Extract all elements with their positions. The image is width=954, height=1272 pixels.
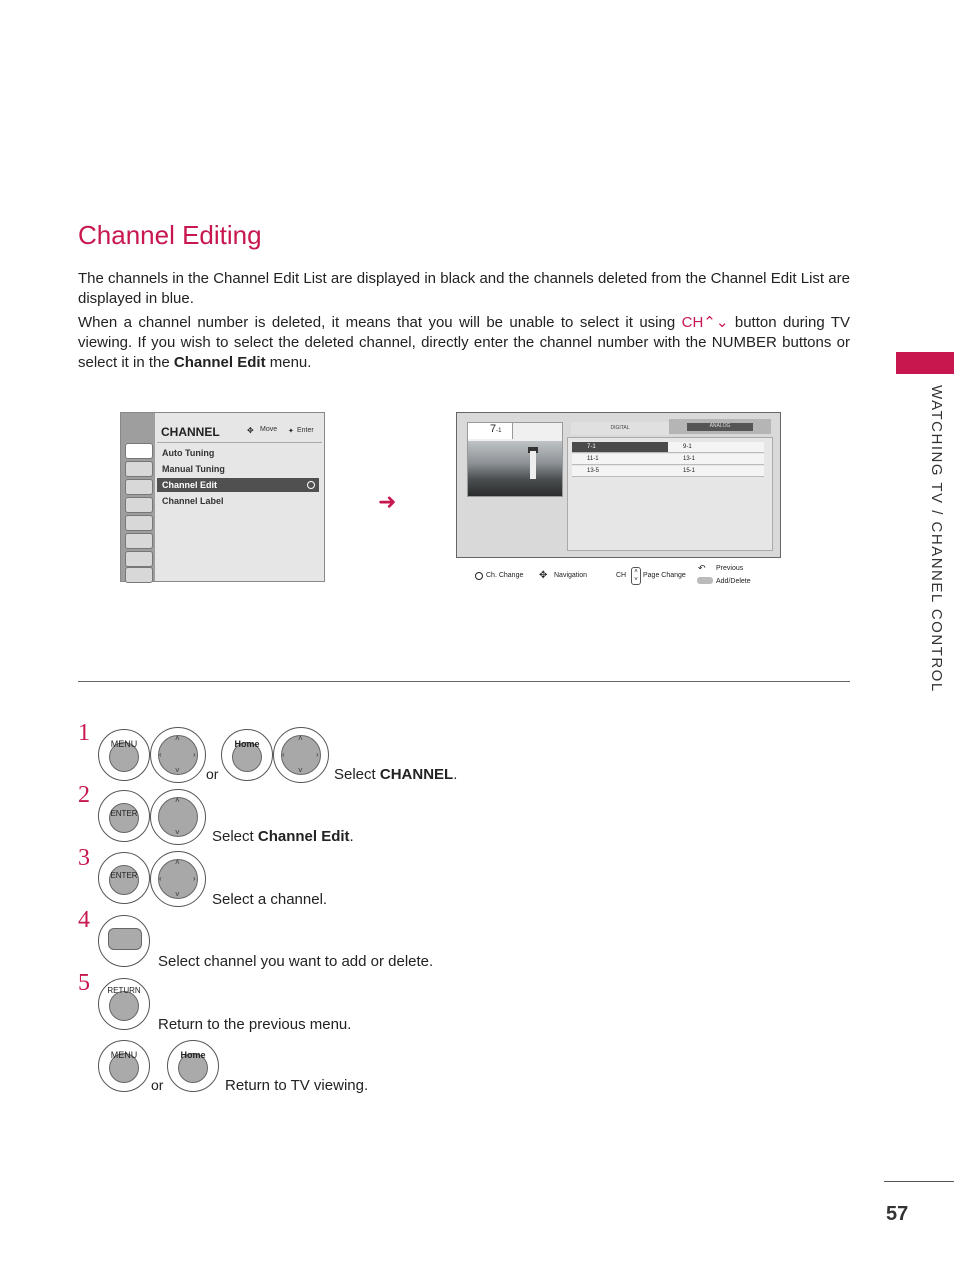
dpad-button[interactable] xyxy=(150,789,206,845)
menu-item-auto-tuning[interactable]: Auto Tuning xyxy=(162,448,215,458)
menu-item-channel-label[interactable]: Channel Label xyxy=(162,496,224,506)
left-arrow-icon: ‹ xyxy=(282,750,285,759)
menu-button-label: MENU xyxy=(110,739,138,749)
divider xyxy=(78,681,850,682)
enter-button[interactable] xyxy=(98,790,150,842)
picture-icon xyxy=(125,461,153,477)
enter-label: Enter xyxy=(297,427,314,434)
tab-digital[interactable]: DIGITAL xyxy=(571,422,669,435)
satellite-icon xyxy=(125,443,153,459)
up-arrow-icon: ˄ xyxy=(175,796,180,805)
page-title: Channel Editing xyxy=(78,220,262,250)
current-channel xyxy=(468,423,513,439)
channel-cell[interactable]: 11-1 xyxy=(572,454,668,465)
color-key-icon xyxy=(697,577,713,584)
return-button-label: RETURN xyxy=(107,986,141,995)
select-icon xyxy=(307,481,315,489)
menu-item-manual-tuning[interactable]: Manual Tuning xyxy=(162,464,225,474)
step-5-number: 5 xyxy=(78,970,90,996)
down-arrow-icon: ˅ xyxy=(175,890,180,899)
step-3-text: Select a channel. xyxy=(212,891,328,908)
option-icon xyxy=(125,515,153,531)
step-3-number: 3 xyxy=(78,845,90,871)
channel-edit-screen xyxy=(456,412,781,558)
channel-menu-screen xyxy=(120,412,325,582)
step-2-text xyxy=(212,828,354,845)
down-arrow-icon: ˅ xyxy=(175,828,180,837)
step-2-end: . xyxy=(349,828,354,845)
ch-rocker-icon: ˄ ˅ xyxy=(631,567,641,585)
legend-ch-change: Ch. Change xyxy=(486,572,524,579)
section-side-label: WATCHING TV / CHANNEL CONTROL xyxy=(928,385,945,693)
tab-analog[interactable] xyxy=(669,419,771,434)
intro-paragraph-2 xyxy=(78,313,850,373)
ok-icon xyxy=(475,572,483,580)
home-button-label: Home xyxy=(234,739,260,749)
channel-cell[interactable]: 15-1 xyxy=(668,466,764,477)
up-arrow-icon: ˄ xyxy=(175,858,180,867)
legend-page-change: Page Change xyxy=(643,572,686,579)
down-arrow-icon: ˅ xyxy=(175,766,180,775)
intro-text-end: menu. xyxy=(265,354,312,371)
channel-main: 7 xyxy=(490,423,497,435)
intro-paragraph-1: The channels in the Channel Edit List are displayed in black and the channels deleted from the Channel Edit List are displayed in blue. xyxy=(78,270,850,307)
enter-button[interactable] xyxy=(98,852,150,904)
lock-icon xyxy=(125,533,153,549)
time-icon xyxy=(125,497,153,513)
audio-icon xyxy=(125,479,153,495)
step-6-text: Return to TV viewing. xyxy=(225,1077,369,1094)
usb-icon xyxy=(125,567,153,583)
step-1-prefix: Select xyxy=(334,766,380,783)
channel-sub: -1 xyxy=(496,428,502,434)
preview-image xyxy=(468,441,562,496)
move-label: Move xyxy=(260,426,278,433)
return-button-face xyxy=(109,991,139,1021)
left-arrow-icon: ‹ xyxy=(159,750,162,759)
return-icon: ↶ xyxy=(698,563,706,573)
step-1-end: . xyxy=(453,766,458,783)
enter-icon: ✦ xyxy=(288,428,294,435)
legend-add-delete: Add/Delete xyxy=(716,578,751,585)
home-button-label: Home xyxy=(180,1050,206,1060)
ch-label: CH xyxy=(681,314,704,331)
menu-item-channel-edit[interactable] xyxy=(157,478,319,492)
dpad-button[interactable] xyxy=(150,851,206,907)
menu-button[interactable] xyxy=(98,729,150,781)
menu-divider xyxy=(157,442,322,443)
legend-previous: Previous xyxy=(716,565,744,572)
step-1-number: 1 xyxy=(78,720,90,746)
intro-text-after: button during TV viewing. If you wish to select the deleted channel, directly enter the channel number with the NUMBER buttons or select it in the xyxy=(78,314,850,371)
home-button[interactable] xyxy=(167,1040,219,1092)
legend-navigation: Navigation xyxy=(554,572,588,579)
intro-text-before: When a channel number is deleted, it means that you will be unable to select it using xyxy=(78,314,682,331)
legend-ch: CH xyxy=(616,572,627,579)
section-tab xyxy=(896,352,954,374)
channel-edit-ref: Channel Edit xyxy=(173,354,266,371)
step-4-number: 4 xyxy=(78,907,90,933)
dpad-button[interactable] xyxy=(273,727,329,783)
menu-icon-column xyxy=(121,413,155,581)
channel-cell[interactable]: 13-1 xyxy=(668,454,764,465)
lighthouse-icon xyxy=(530,451,536,479)
preview-frame xyxy=(467,422,563,497)
up-arrow-icon: ˄ xyxy=(175,734,180,743)
ch-up-down-icon: ⌃⌄ xyxy=(703,314,729,331)
channel-list xyxy=(567,437,773,551)
dpad-button[interactable] xyxy=(150,727,206,783)
menu-item-label: Channel Edit xyxy=(162,480,218,490)
step-2-prefix: Select xyxy=(212,828,258,845)
menu-button[interactable] xyxy=(98,1040,150,1092)
menu-button-label: MENU xyxy=(110,1050,138,1060)
tab-analog-label: ANALOG xyxy=(709,423,731,429)
step-2-target: Channel Edit xyxy=(257,828,350,845)
channel-cell[interactable]: 7-1 xyxy=(572,442,668,453)
navigation-icon: ✥ xyxy=(539,570,548,581)
page-number: 57 xyxy=(886,1203,909,1225)
step-1-target: CHANNEL xyxy=(379,766,454,783)
up-arrow-icon: ˄ xyxy=(298,734,303,743)
step-2-number: 2 xyxy=(78,782,90,808)
input-icon xyxy=(125,551,153,567)
or-text: or xyxy=(206,766,219,782)
move-icon: ✥ xyxy=(247,426,254,435)
menu-title: CHANNEL xyxy=(161,425,220,439)
right-arrow-icon: › xyxy=(193,874,196,883)
step-1-text xyxy=(334,766,457,783)
down-arrow-icon: ˅ xyxy=(298,766,303,775)
channel-cell[interactable]: 13-5 xyxy=(572,466,668,477)
channel-cell[interactable]: 9-1 xyxy=(668,442,764,453)
left-arrow-icon: ‹ xyxy=(159,874,162,883)
right-arrow-icon: ➜ xyxy=(378,489,397,514)
enter-button-label: ENTER xyxy=(110,871,138,880)
enter-button-face xyxy=(109,865,139,895)
or-text: or xyxy=(151,1077,164,1093)
step-5-text: Return to the previous menu. xyxy=(158,1016,352,1033)
home-button[interactable] xyxy=(221,729,273,781)
step-4-text: Select channel you want to add or delete. xyxy=(158,953,434,970)
enter-button-label: ENTER xyxy=(110,809,138,818)
return-button[interactable] xyxy=(98,978,150,1030)
footer-rule xyxy=(884,1181,954,1182)
right-arrow-icon: › xyxy=(316,750,319,759)
color-key-face xyxy=(108,928,142,950)
enter-button-face xyxy=(109,803,139,833)
right-arrow-icon: › xyxy=(193,750,196,759)
